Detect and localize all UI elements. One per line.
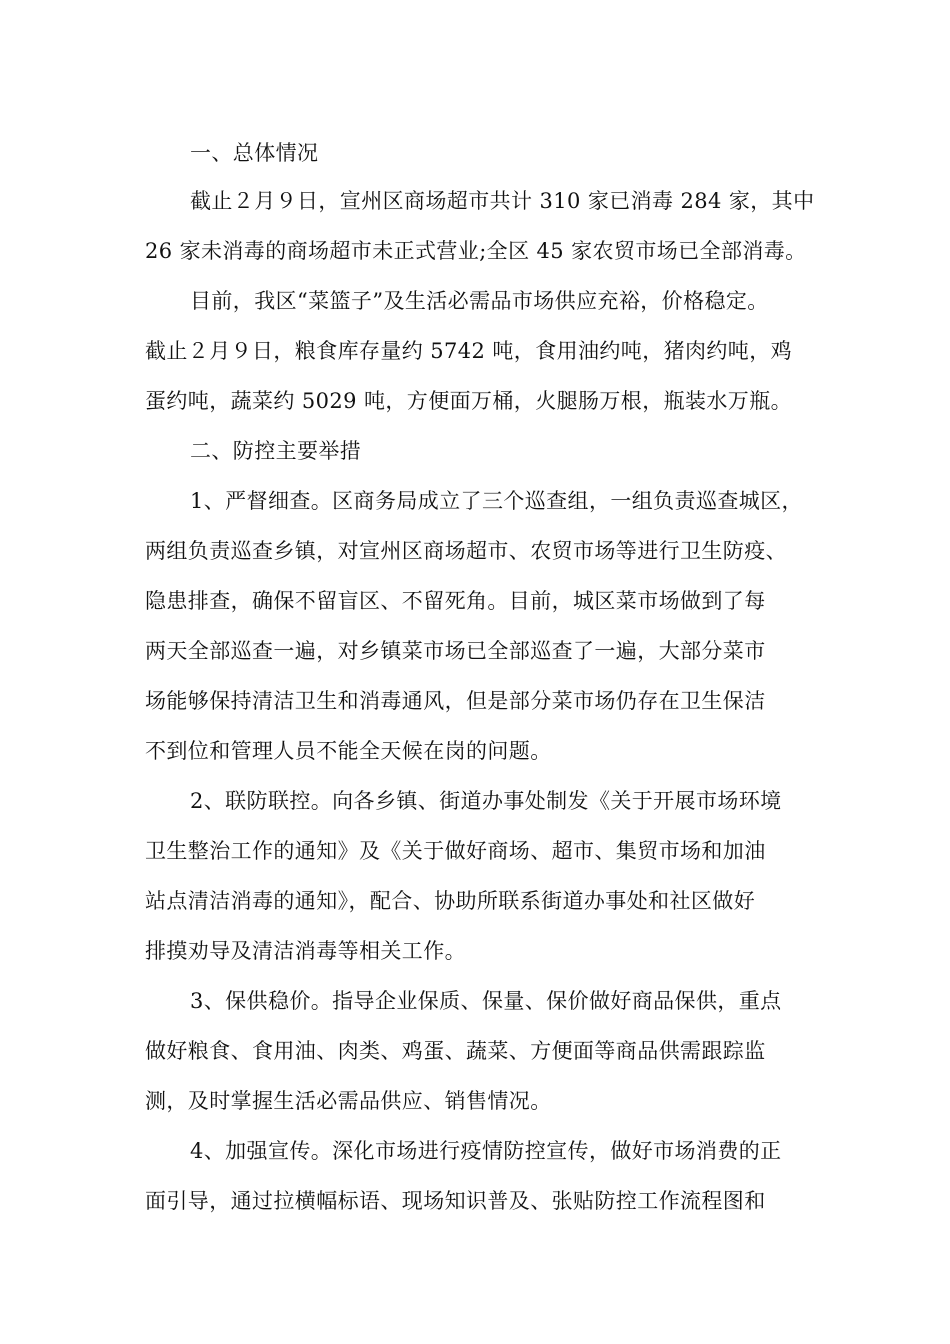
paragraph-line: 3、保供稳价。指导企业保质、保量、保价做好商品保供，重点 [190, 989, 782, 1013]
paragraph-line: 目前，我区“菜篮子”及生活必需品市场供应充裕，价格稳定。 [190, 289, 769, 313]
paragraph-line: 两组负责巡查乡镇，对宣州区商场超市、农贸市场等进行卫生防疫、 [145, 539, 787, 563]
paragraph-line: 场能够保持清洁卫生和消毒通风，但是部分菜市场仍存在卫生保洁 [145, 689, 766, 713]
paragraph-line: 2、联防联控。向各乡镇、街道办事处制发《关于开展市场环境 [190, 789, 782, 813]
paragraph-line: 1、严督细查。区商务局成立了三个巡查组，一组负责巡查城区， [190, 489, 803, 513]
paragraph-line: 4、加强宣传。深化市场进行疫情防控宣传，做好市场消费的正 [190, 1139, 782, 1163]
paragraph-line: 隐患排查，确保不留盲区、不留死角。目前，城区菜市场做到了每 [145, 589, 766, 613]
paragraph-line: 两天全部巡查一遍，对乡镇菜市场已全部巡查了一遍，大部分菜市 [145, 639, 766, 663]
paragraph-line: 蛋约吨，蔬菜约 5029 吨，方便面万桶，火腿肠万根，瓶装水万瓶。 [145, 389, 792, 413]
paragraph-line: 截止２月９日，宣州区商场超市共计 310 家已消毒 284 家，其中 [190, 189, 815, 213]
paragraph-line: 站点清洁消毒的通知》，配合、协助所联系街道办事处和社区做好 [145, 889, 756, 913]
section-heading-measures: 二、防控主要举措 [190, 439, 362, 463]
paragraph-line: 卫生整治工作的通知》及《关于做好商场、超市、集贸市场和加油 [145, 839, 766, 863]
paragraph-line: 做好粮食、食用油、肉类、鸡蛋、蔬菜、方便面等商品供需跟踪监 [145, 1039, 766, 1063]
paragraph-line: 面引导，通过拉横幅标语、现场知识普及、张贴防控工作流程图和 [145, 1189, 766, 1213]
paragraph-line: 26 家未消毒的商场超市未正式营业;全区 45 家农贸市场已全部消毒。 [145, 239, 807, 263]
section-heading-overview: 一、总体情况 [190, 141, 319, 165]
paragraph-line: 截止２月９日，粮食库存量约 5742 吨，食用油约吨，猪肉约吨，鸡 [145, 339, 792, 363]
paragraph-line: 排摸劝导及清洁消毒等相关工作。 [145, 939, 466, 963]
paragraph-line: 测，及时掌握生活必需品供应、销售情况。 [145, 1089, 552, 1113]
paragraph-line: 不到位和管理人员不能全天候在岗的问题。 [145, 739, 552, 763]
